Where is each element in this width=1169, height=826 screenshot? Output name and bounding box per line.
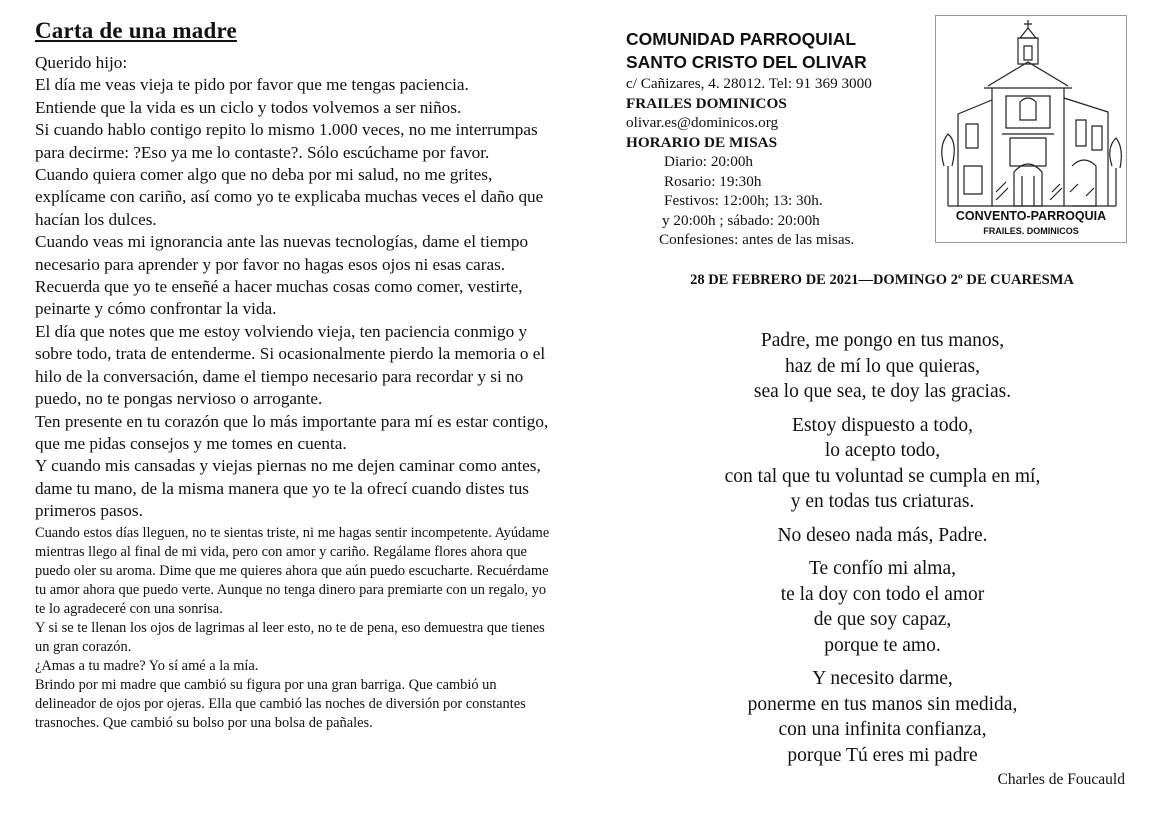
prayer-line: de que soy capaz, bbox=[813, 609, 952, 630]
prayer-line: Te confío mi alma, bbox=[808, 558, 956, 579]
prayer-stanza bbox=[680, 666, 1085, 768]
liturgical-date: 28 DE FEBRERO DE 2021—DOMINGO 2º DE CUARESMA bbox=[690, 272, 1074, 288]
schedule-line: Rosario: 19:30h bbox=[664, 172, 762, 190]
sketch-caption-sub: FRAILES. DOMINICOS bbox=[983, 226, 1079, 236]
prayer-line: con tal que tu voluntad se cumpla en mí, bbox=[724, 465, 1041, 487]
letter-paragraph: Entiende que la vida es un ciclo y todos volvemos a ser niños. bbox=[35, 97, 462, 117]
prayer-line: haz de mí lo que quieras, bbox=[785, 355, 980, 377]
prayer-line: con una infinita confianza, bbox=[778, 719, 987, 740]
prayer-line: te la doy con todo el amor bbox=[780, 583, 985, 605]
prayer-stanza bbox=[680, 328, 1085, 405]
parish-header bbox=[626, 28, 926, 250]
letter-paragraph: Cuando veas mi ignorancia ante las nuevas tecnologías, dame el tiempo necesario para aprender y por favor no hagas esos ojos ni esas caras. Recuerda que yo te enseñé a hacer muchas cosas como comer, vestirte, peinarte y cómo confrontar la vida. bbox=[35, 232, 529, 319]
schedule-line: Festivos: 12:00h; 13: 30h. bbox=[664, 192, 823, 209]
prayer-line: y en todas tus criaturas. bbox=[790, 491, 975, 512]
prayer-line: porque te amo. bbox=[824, 634, 941, 656]
prayer-stanza bbox=[680, 556, 1085, 658]
letter-paragraph: Si cuando hablo contigo repito lo mismo 1.000 veces, no me interrumpas para decirme: ?Eso ya me lo contaste?. Sólo escúchame por favor. bbox=[35, 120, 538, 162]
prayer-line: sea lo que sea, te doy las gracias. bbox=[753, 381, 1012, 402]
prayer-line: ponerme en tus manos sin medida, bbox=[747, 693, 1018, 715]
parish-order: FRAILES DOMINICOS bbox=[626, 94, 787, 112]
letter-small-paragraph: Brindo por mi madre que cambió su figura por una gran barriga. Que cambió un delineador de ojos por ojeras. Ella que cambió las noches de diversión por constantes trasnoches. Que cambió su bolso por una bolsa de pañales. bbox=[35, 676, 526, 731]
letter-paragraph: El día me veas vieja te pido por favor que me tengas paciencia. bbox=[35, 75, 469, 95]
parish-address: c/ Cañizares, 4. 28012. Tel: 91 369 3000 bbox=[626, 75, 872, 92]
letter-small-paragraph: Cuando estos días lleguen, no te sientas triste, ni me hagas sentir incompetente. Ayúdame mientras llego al final de mi vida, pero con amor y cariño. Regálame flores ahora que puedo oler su aroma. Dime que me quieres ahora que aún puedo escucharte. Recuérdame tu amor ahora que puedo verte. Aunque no tenga dinero para premiarte con un regalo, yo te lo agradeceré con una sonrisa. bbox=[35, 524, 550, 617]
schedule-line: Diario: 20:00h bbox=[664, 153, 754, 170]
church-sketch bbox=[935, 15, 1127, 243]
schedule-line: y 20:00h ; sábado: 20:00h bbox=[662, 211, 820, 229]
letter-paragraph: El día que notes que me estoy volviendo vieja, ten paciencia conmigo y sobre todo, trata de entenderme. Si ocasionalmente pierdo la memoria o el hilo de la conversación, dame el tiempo necesario para recordar y si no puedo, no te pongas nervioso o arrogante. bbox=[35, 321, 546, 409]
letter-body bbox=[35, 52, 560, 523]
prayer-stanza bbox=[680, 523, 1085, 549]
confessions-line: Confesiones: antes de las misas. bbox=[659, 231, 855, 248]
prayer bbox=[680, 328, 1085, 776]
prayer-author: Charles de Foucauld bbox=[997, 771, 1125, 788]
letter-small-paragraph: ¿Amas a tu madre? Yo sí amé a la mía. bbox=[35, 657, 259, 674]
letter-column bbox=[35, 18, 560, 733]
mass-schedule-heading: HORARIO DE MISAS bbox=[626, 133, 778, 151]
letter-paragraph: Querido hijo: bbox=[35, 53, 128, 72]
prayer-line: Y necesito darme, bbox=[812, 668, 953, 689]
letter-paragraph: Ten presente en tu corazón que lo más importante para mí es estar contigo, que me pidas consejos y me tomes en cuenta. bbox=[35, 411, 549, 453]
prayer-stanza bbox=[680, 413, 1085, 515]
prayer-line: Estoy dispuesto a todo, bbox=[792, 414, 973, 436]
letter-title: Carta de una madre bbox=[35, 18, 237, 43]
sketch-caption-main: CONVENTO-PARROQUIA bbox=[955, 209, 1107, 223]
parish-name-line2: SANTO CRISTO DEL OLIVAR bbox=[626, 52, 867, 72]
prayer-line: porque Tú eres mi padre bbox=[787, 744, 978, 766]
prayer-line: lo acepto todo, bbox=[824, 440, 941, 461]
church-drawing-icon bbox=[936, 16, 1126, 242]
parish-email: olivar.es@dominicos.org bbox=[626, 114, 779, 131]
letter-small-paragraph: Y si se te llenan los ojos de lagrimas al leer esto, no te de pena, eso demuestra que tienes un gran corazón. bbox=[35, 619, 545, 655]
letter-paragraph: Y cuando mis cansadas y viejas piernas no me dejen caminar como antes, dame tu mano, de la misma manera que yo te la ofrecí cuando distes tus primeros pasos. bbox=[35, 456, 541, 521]
letter-paragraph: Cuando quiera comer algo que no deba por mi salud, no me grites, explícame con cariño, así como yo te explicaba muchas veces el daño que hacían los dulces. bbox=[35, 165, 544, 229]
letter-body-small bbox=[35, 524, 560, 733]
parish-name-line1: COMUNIDAD PARROQUIAL bbox=[626, 29, 857, 49]
prayer-line: No deseo nada más, Padre. bbox=[777, 524, 988, 546]
prayer-line: Padre, me pongo en tus manos, bbox=[760, 330, 1005, 351]
